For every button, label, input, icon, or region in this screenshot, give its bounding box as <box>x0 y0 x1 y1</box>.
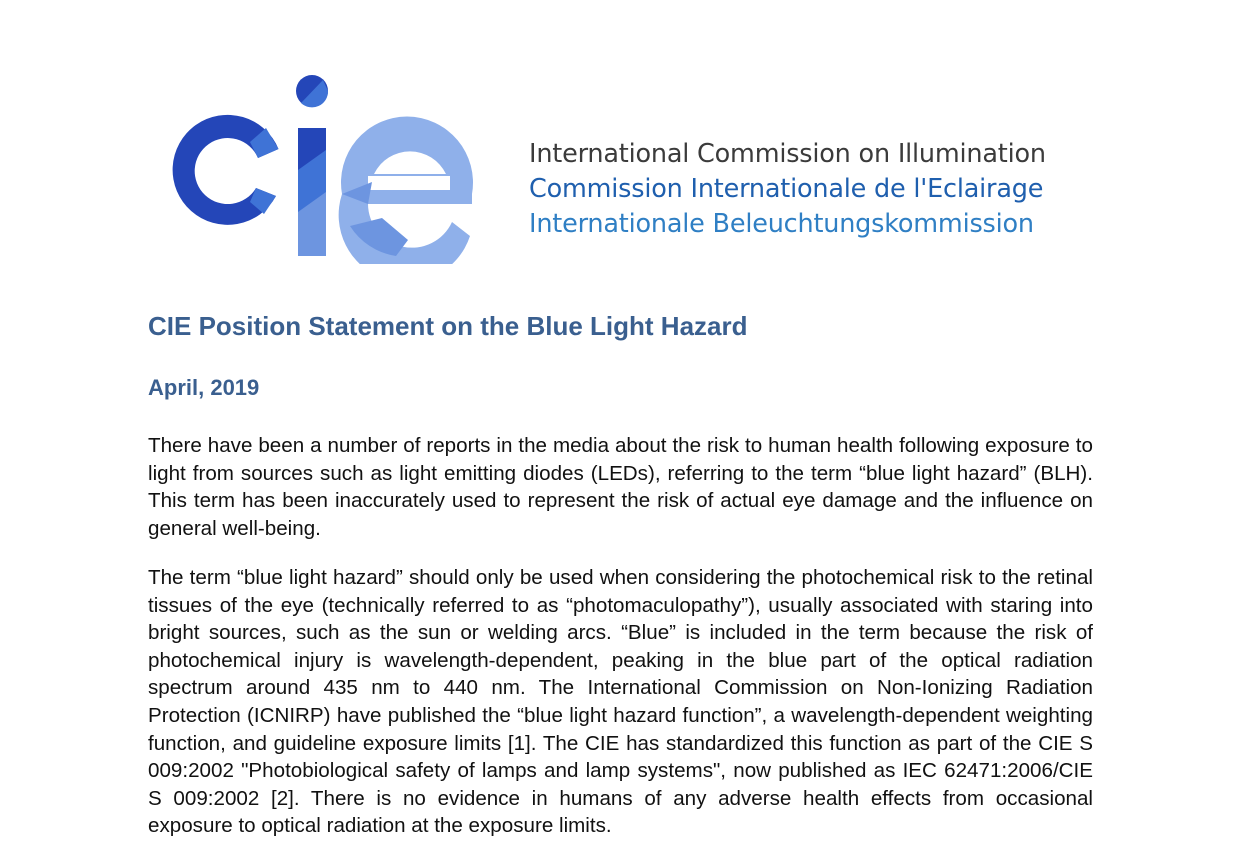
logo-letter-c <box>173 115 279 225</box>
document-title: CIE Position Statement on the Blue Light Hazard <box>148 311 748 341</box>
logo-letter-e <box>339 117 473 264</box>
org-name-french: Commission Internationale de l'Eclairage <box>529 174 1044 204</box>
body-paragraph-1: There have been a number of reports in the media about the risk to human health following exposure to light from sources such as light emitting diodes (LEDs), referring to the term “blue light hazard” (BLH). This term has been inaccurately used to represent the risk of actual eye damage and the influence on general well-being. <box>148 434 1093 540</box>
document-date: April, 2019 <box>148 375 260 400</box>
organization-names <box>529 137 1046 242</box>
cie-logo <box>146 72 482 264</box>
logo-letter-i <box>298 128 326 256</box>
org-name-english: International Commission on Illumination <box>529 139 1046 169</box>
org-name-german: Internationale Beleuchtungskommission <box>529 209 1034 239</box>
body-paragraph-2: The term “blue light hazard” should only be used when considering the photochemical risk to the retinal tissues of the eye (technically referred to as “photomaculopathy”), usually associated with staring into bright sources, such as the sun or welding arcs. “Blue” is included in the term because the risk of photochemical injury is wavelength-dependent, peaking in the blue part of the optical radiation spectrum around 435 nm to 440 nm. The International Commission on Non-Ionizing Radiation Protection (ICNIRP) have published the “blue light hazard function”, a wavelength-dependent weighting function, and guideline exposure limits [1]. The CIE has standardized this function as part of the CIE S 009:2002 "Photobiological safety of lamps and lamp systems", now published as IEC 62471:2006/CIE S 009:2002 [2]. There is no evidence in humans of any adverse health effects from occasional exposure to optical radiation at the exposure limits. <box>148 566 1093 838</box>
